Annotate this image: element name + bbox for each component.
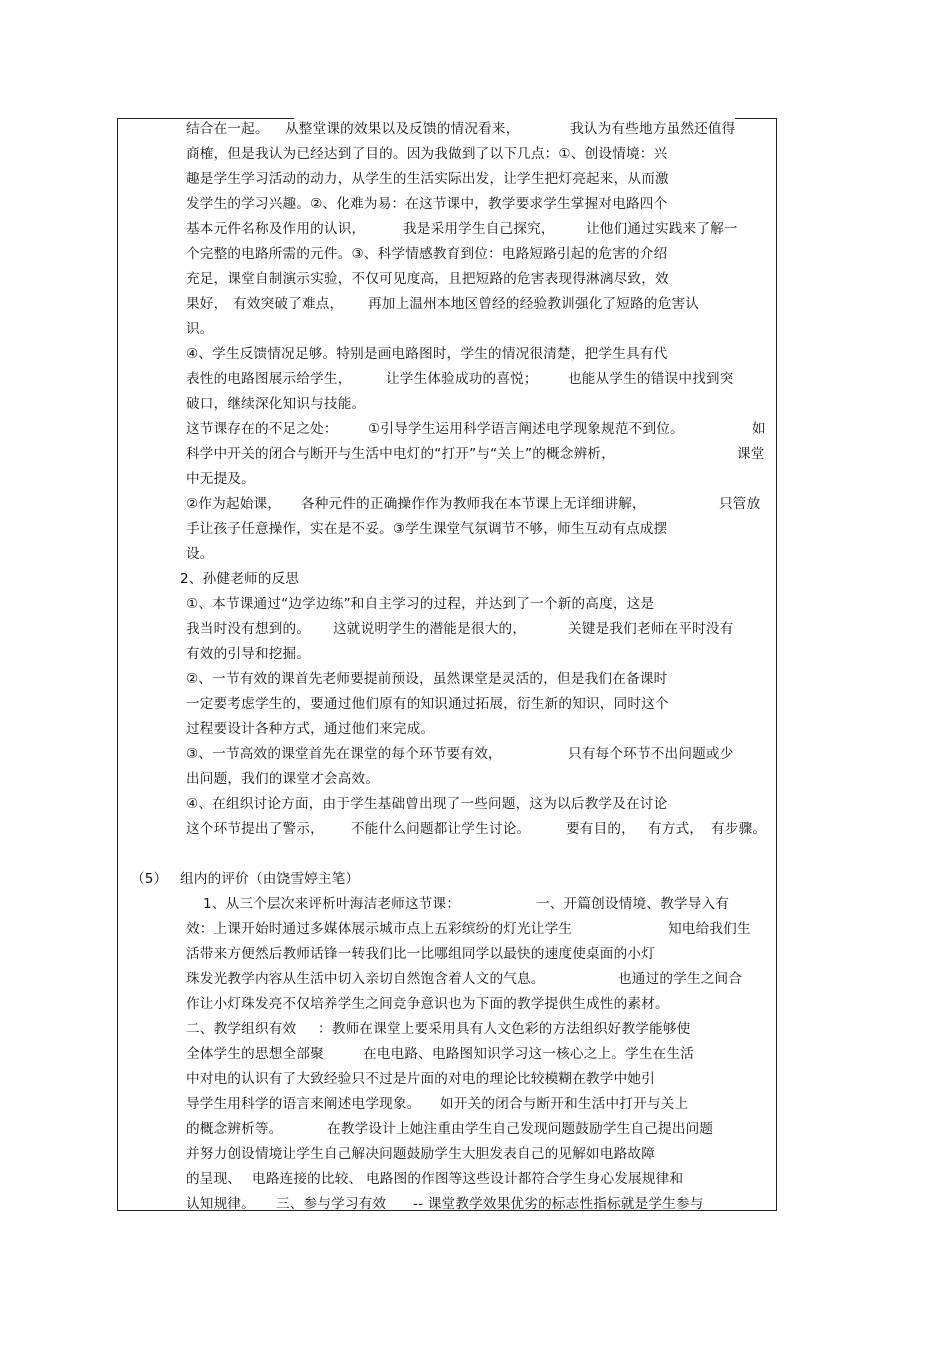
text-line-32-segment-1: 效：上课开始时通过多媒体展示城市点上五彩缤纷的灯光让学生: [186, 921, 573, 937]
text-line-42-segment-3: 电路图的作图等这些设计都符合学生身心发展规律和: [366, 1171, 684, 1187]
text-line-43-segment-3: -- 课堂教学效果优劣的标志性指标就是学生参与: [413, 1196, 704, 1212]
text-line-15-segment-1: 中无提及。: [186, 471, 255, 487]
text-line-9-segment-1: 识。: [186, 321, 214, 337]
text-line-16-segment-3: 只管放: [719, 496, 761, 512]
text-line-8-segment-3: 再加上温州本地区曾经的经验教训强化了短路的危害认: [368, 296, 700, 312]
text-line-39-segment-2: 如开关的闭合与断开和生活中打开与关上: [440, 1096, 689, 1112]
text-line-18-segment-1: 设。: [186, 546, 214, 562]
text-line-5-segment-2: 我是采用学生自己探究，: [403, 221, 555, 237]
text-line-33-segment-1: 活带来方便然后教师话锋一转我们比一比哪组同学以最快的速度使桌面的小灯: [186, 946, 655, 962]
text-line-3-segment-1: 趣是学生学习活动的动力，从学生的生活实际出发，让学生把灯亮起来，从而激: [186, 171, 669, 187]
text-line-5-segment-1: 基本元件名称及作用的认识，: [186, 221, 366, 237]
text-line-13-segment-2: ①引导学生运用科学语言阐述电学现象规范不到位。: [368, 421, 684, 437]
text-line-39-segment-1: 导学生用科学的语言来阐述电学现象。: [186, 1096, 421, 1112]
text-line-5-segment-3: 让他们通过实践来了解一: [586, 221, 738, 237]
text-line-42-segment-1: 的呈现、: [186, 1171, 242, 1187]
text-line-19-segment-1: 2、孙健老师的反思: [180, 571, 300, 587]
text-line-22-segment-1: 有效的引导和挖掘。: [186, 646, 311, 662]
text-line-2-segment-1: 商榷，但是我认为已经达到了目的。因为我做到了以下几点：①、创设情境：兴: [186, 146, 668, 162]
text-line-29-segment-2: 不能什么问题都让学生讨论。: [351, 821, 531, 837]
text-line-1-segment-1: 结合在一起。: [186, 121, 269, 137]
text-line-12-segment-1: 破口，继续深化知识与技能。: [186, 396, 366, 412]
text-line-21-segment-1: 我当时没有想到的。: [186, 621, 311, 637]
text-line-35-segment-1: 作让小灯珠发亮不仅培养学生之间竞争意识也为下面的教学提供生成性的素材。: [186, 996, 669, 1012]
text-line-30-segment-2: 组内的评价（由饶雪婷主笔）: [180, 871, 360, 887]
text-line-21-segment-3: 关键是我们老师在平时没有: [568, 621, 734, 637]
text-line-37-segment-2: 在电电路、电路图知识学习这一核心之上。学生在生活: [363, 1046, 695, 1062]
text-line-8-segment-2: 有效突破了难点，: [233, 296, 344, 312]
text-line-38-segment-1: 中对电的认识有了大致经验只不过是片面的对电的理论比较模糊在教学中她引: [186, 1071, 655, 1087]
text-line-11-segment-1: 表性的电路图展示给学生，: [186, 371, 352, 387]
text-line-8-segment-1: 果好，: [186, 296, 228, 312]
text-line-34-segment-2: 也通过的学生之间合: [618, 971, 743, 987]
text-line-40-segment-2: 在教学设计上她注重由学生自己发现问题鼓励学生自己提出问题: [327, 1121, 714, 1137]
text-line-25-segment-1: 过程要设计各种方式，通过他们来完成。: [186, 721, 435, 737]
text-line-6-segment-1: 个完整的电路所需的元件。③、科学情感教育到位：电路短路引起的危害的介绍: [186, 246, 668, 262]
text-line-16-segment-2: 各种元件的正确操作作为教师我在本节课上无详细讲解，: [301, 496, 646, 512]
text-line-7-segment-1: 充足，课堂自制演示实验，不仅可见度高，且把短路的危害表现得淋漓尽致，效: [186, 271, 669, 287]
text-line-34-segment-1: 珠发光教学内容从生活中切入亲切自然饱含着人文的气息。: [186, 971, 545, 987]
text-line-42-segment-2: 电路连接的比较、: [252, 1171, 363, 1187]
text-line-30-segment-1: （5）: [131, 871, 168, 887]
text-line-21-segment-2: 这就说明学生的潜能是很大的，: [333, 621, 527, 637]
text-line-43-segment-2: 三、参与学习有效: [276, 1196, 387, 1212]
text-line-29-segment-5: 有步骤。: [711, 821, 767, 837]
text-line-40-segment-1: 的概念辨析等。: [186, 1121, 283, 1137]
text-line-24-segment-1: 一定要考虑学生的，要通过他们原有的知识通过拓展，衍生新的知识，同时这个: [186, 696, 669, 712]
text-line-13-segment-3: 如: [752, 421, 766, 437]
text-line-10-segment-1: ④、学生反馈情况足够。特别是画电路图时，学生的情况很清楚，把学生具有代: [186, 346, 668, 362]
text-line-29-segment-3: 要有目的，: [566, 821, 635, 837]
text-line-1-segment-2: 从整堂课的效果以及反馈的情况看来，: [285, 121, 520, 137]
text-line-4-segment-1: 发学生的学习兴趣。②、化难为易：在这节课中，教学要求学生掌握对电路四个: [186, 196, 668, 212]
text-line-36-segment-2: ：教师在课堂上要采用具有人文色彩的方法组织好教学能够使: [318, 1021, 691, 1037]
text-line-13-segment-1: 这节课存在的不足之处：: [186, 421, 338, 437]
text-line-28-segment-1: ④、在组织讨论方面，由于学生基础曾出现了一些问题，这为以后教学及在讨论: [186, 796, 668, 812]
text-line-43-segment-1: 认知规律。: [186, 1196, 255, 1212]
text-line-27-segment-1: 出问题，我们的课堂才会高效。: [186, 771, 380, 787]
text-line-41-segment-1: 并努力创设情境让学生自己解决问题鼓励学生大胆发表自己的见解如电路故障: [186, 1146, 655, 1162]
text-line-36-segment-1: 二、教学组织有效: [186, 1021, 297, 1037]
text-line-37-segment-1: 全体学生的思想全部聚: [186, 1046, 324, 1062]
text-line-29-segment-1: 这个环节提出了警示，: [186, 821, 324, 837]
text-line-29-segment-4: 有方式，: [648, 821, 704, 837]
text-line-14-segment-1: 科学中开关的闭合与断开与生活中电灯的“打开”与“关上”的概念辨析，: [186, 446, 615, 462]
text-line-26-segment-1: ③、一节高效的课堂首先在课堂的每个环节要有效，: [186, 746, 502, 762]
text-line-16-segment-1: ②作为起始课，: [186, 496, 282, 512]
table-top-border-left: [117, 118, 294, 119]
text-line-11-segment-2: 让学生体验成功的喜悦；: [386, 371, 538, 387]
text-line-23-segment-1: ②、一节有效的课首先老师要提前预设，虽然课堂是灵活的，但是我们在备课时: [186, 671, 668, 687]
text-line-11-segment-3: 也能从学生的错误中找到突: [568, 371, 734, 387]
text-line-20-segment-1: ①、本节课通过“边学边练”和自主学习的过程，并达到了一个新的高度，这是: [186, 596, 655, 612]
text-line-17-segment-1: 手让孩子任意操作，实在是不妥。③学生课堂气氛调节不够，师生互动有点成摆: [186, 521, 668, 537]
text-line-14-segment-2: 课堂: [737, 446, 765, 462]
text-line-26-segment-2: 只有每个环节不出问题或少: [568, 746, 734, 762]
text-line-31-segment-2: 一、开篇创设情境、教学导入有: [536, 896, 730, 912]
table-top-border-right: [735, 118, 777, 119]
text-line-1-segment-3: 我认为有些地方虽然还值得: [570, 121, 736, 137]
text-line-31-segment-1: 1、从三个层次来评析叶海洁老师这节课：: [203, 896, 461, 912]
text-line-32-segment-2: 知电给我们生: [668, 921, 751, 937]
